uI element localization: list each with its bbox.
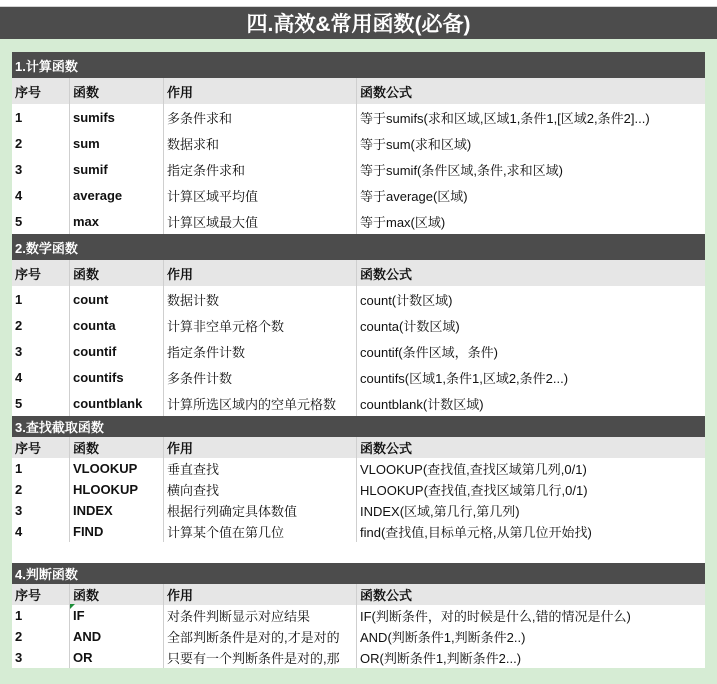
cell-no[interactable]: 1	[12, 605, 70, 626]
cell-formula[interactable]: HLOOKUP(查找值,查找区域第几行,0/1)	[360, 483, 588, 498]
cell-use[interactable]: 多条件计数	[164, 364, 357, 390]
cell-no[interactable]: 3	[12, 500, 70, 521]
cell-func[interactable]: OR	[70, 647, 164, 668]
table-row	[12, 364, 705, 391]
col-header-use: 作用	[164, 584, 357, 605]
empty-row[interactable]	[12, 542, 705, 564]
cell-no[interactable]: 4	[12, 521, 70, 542]
cell-formula[interactable]: 等于sumif(条件区域,条件,求和区域)	[360, 162, 563, 178]
column-header-row	[12, 584, 705, 606]
table-row	[12, 521, 705, 543]
cell-no[interactable]: 3	[12, 156, 70, 182]
table-row	[12, 390, 705, 417]
cell-func[interactable]: countif	[70, 338, 164, 364]
cell-no[interactable]: 1	[12, 458, 70, 479]
cell-no[interactable]: 2	[12, 479, 70, 500]
cell-no[interactable]: 2	[12, 312, 70, 338]
cell-use[interactable]: 计算区域最大值	[164, 208, 357, 234]
table-row	[12, 647, 705, 669]
cell-use[interactable]: 计算区域平均值	[164, 182, 357, 208]
cell-func[interactable]: VLOOKUP	[70, 458, 164, 479]
cell-func[interactable]: countifs	[70, 364, 164, 390]
cell-no[interactable]: 5	[12, 390, 70, 416]
cell-formula[interactable]: OR(判断条件1,判断条件2...)	[360, 651, 522, 666]
table-row	[12, 338, 705, 365]
col-header-func: 函数	[70, 584, 164, 605]
col-header-no: 序号	[12, 437, 70, 458]
table-row	[12, 208, 705, 235]
cell-formula[interactable]: countif(条件区域，条件)	[360, 344, 498, 360]
cell-no[interactable]: 2	[12, 130, 70, 156]
sheet-top-strip	[0, 0, 717, 7]
cell-formula[interactable]: 等于average(区域)	[360, 188, 468, 204]
cell-formula[interactable]: count(计数区域)	[360, 292, 453, 308]
cell-func[interactable]: IF	[70, 605, 164, 626]
cell-func[interactable]: countblank	[70, 390, 164, 416]
col-header-formula: 函数公式	[360, 588, 413, 603]
section-heading-lookup: 3.查找截取函数	[12, 416, 705, 437]
cell-no[interactable]: 4	[12, 364, 70, 390]
cell-use[interactable]: 只要有一个判断条件是对的,那	[164, 647, 357, 668]
cell-no[interactable]: 4	[12, 182, 70, 208]
table-row	[12, 458, 705, 480]
table-row	[12, 605, 705, 627]
cell-func[interactable]: sum	[70, 130, 164, 156]
cell-func[interactable]: counta	[70, 312, 164, 338]
cell-func[interactable]: FIND	[70, 521, 164, 542]
cell-formula[interactable]: 等于max(区域)	[360, 214, 446, 230]
col-header-formula: 函数公式	[360, 84, 413, 100]
cell-func[interactable]: sumif	[70, 156, 164, 182]
cell-formula[interactable]: countblank(计数区域)	[360, 396, 484, 412]
cell-use[interactable]: 全部判断条件是对的,才是对的	[164, 626, 357, 647]
cell-formula[interactable]: IF(判断条件，对的时候是什么,错的情况是什么)	[360, 609, 631, 624]
col-header-use: 作用	[164, 437, 357, 458]
col-header-no: 序号	[12, 584, 70, 605]
cell-use[interactable]: 垂直查找	[164, 458, 357, 479]
col-header-formula: 函数公式	[360, 441, 413, 456]
col-header-no: 序号	[12, 260, 70, 286]
right-margin	[705, 40, 717, 684]
cell-use[interactable]: 数据计数	[164, 286, 357, 312]
cell-func[interactable]: INDEX	[70, 500, 164, 521]
cell-func[interactable]: sumifs	[70, 104, 164, 130]
cell-formula[interactable]: INDEX(区域,第几行,第几列)	[360, 504, 520, 519]
cell-no[interactable]: 5	[12, 208, 70, 234]
comment-indicator-icon	[70, 604, 75, 609]
spacer-row	[0, 668, 717, 684]
cell-formula[interactable]: 等于sum(求和区域)	[360, 136, 472, 152]
section-heading-calc: 1.计算函数	[12, 52, 705, 78]
spacer-row	[0, 39, 717, 52]
cell-func[interactable]: AND	[70, 626, 164, 647]
cell-no[interactable]: 1	[12, 286, 70, 312]
page-title: 四.高效&常用函数(必备)	[0, 7, 717, 39]
column-header-row	[12, 437, 705, 459]
table-row	[12, 182, 705, 209]
cell-use[interactable]: 多条件求和	[164, 104, 357, 130]
table-row	[12, 312, 705, 339]
cell-no[interactable]: 3	[12, 338, 70, 364]
cell-use[interactable]: 指定条件求和	[164, 156, 357, 182]
column-header-row	[12, 78, 705, 105]
col-header-func: 函数	[70, 260, 164, 286]
col-header-use: 作用	[164, 78, 357, 104]
cell-no[interactable]: 1	[12, 104, 70, 130]
column-header-row	[12, 260, 705, 287]
table-row	[12, 156, 705, 183]
col-header-formula: 函数公式	[360, 266, 413, 282]
cell-use[interactable]: 横向查找	[164, 479, 357, 500]
cell-no[interactable]: 2	[12, 626, 70, 647]
cell-use[interactable]: 对条件判断显示对应结果	[164, 605, 357, 626]
cell-formula[interactable]: 等于sumifs(求和区域,区域1,条件1,[区域2,条件2]...)	[360, 110, 650, 126]
cell-formula[interactable]: countifs(区域1,条件1,区域2,条件2...)	[360, 370, 569, 386]
cell-formula[interactable]: find(查找值,目标单元格,从第几位开始找)	[360, 525, 592, 540]
cell-use[interactable]: 计算非空单元格个数	[164, 312, 357, 338]
cell-formula[interactable]: AND(判断条件1,判断条件2..)	[360, 630, 526, 645]
cell-func[interactable]: average	[70, 182, 164, 208]
cell-use[interactable]: 数据求和	[164, 130, 357, 156]
section-heading-math: 2.数学函数	[12, 234, 705, 260]
table-row	[12, 479, 705, 501]
table-row	[12, 130, 705, 157]
col-header-func: 函数	[70, 78, 164, 104]
cell-func[interactable]: count	[70, 286, 164, 312]
cell-func[interactable]: max	[70, 208, 164, 234]
col-header-func: 函数	[70, 437, 164, 458]
col-header-no: 序号	[12, 78, 70, 104]
table-row	[12, 286, 705, 313]
table-row	[12, 500, 705, 522]
cell-func[interactable]: HLOOKUP	[70, 479, 164, 500]
cell-use[interactable]: 计算某个值在第几位	[164, 521, 357, 542]
table-row	[12, 104, 705, 131]
col-header-use: 作用	[164, 260, 357, 286]
cell-formula[interactable]: counta(计数区域)	[360, 318, 460, 334]
cell-use[interactable]: 根据行列确定具体数值	[164, 500, 357, 521]
cell-use[interactable]: 计算所选区域内的空单元格数	[164, 390, 357, 416]
table-row	[12, 626, 705, 648]
cell-no[interactable]: 3	[12, 647, 70, 668]
left-margin	[0, 40, 12, 684]
section-heading-logic: 4.判断函数	[12, 563, 705, 584]
cell-use[interactable]: 指定条件计数	[164, 338, 357, 364]
cell-formula[interactable]: VLOOKUP(查找值,查找区域第几列,0/1)	[360, 462, 587, 477]
